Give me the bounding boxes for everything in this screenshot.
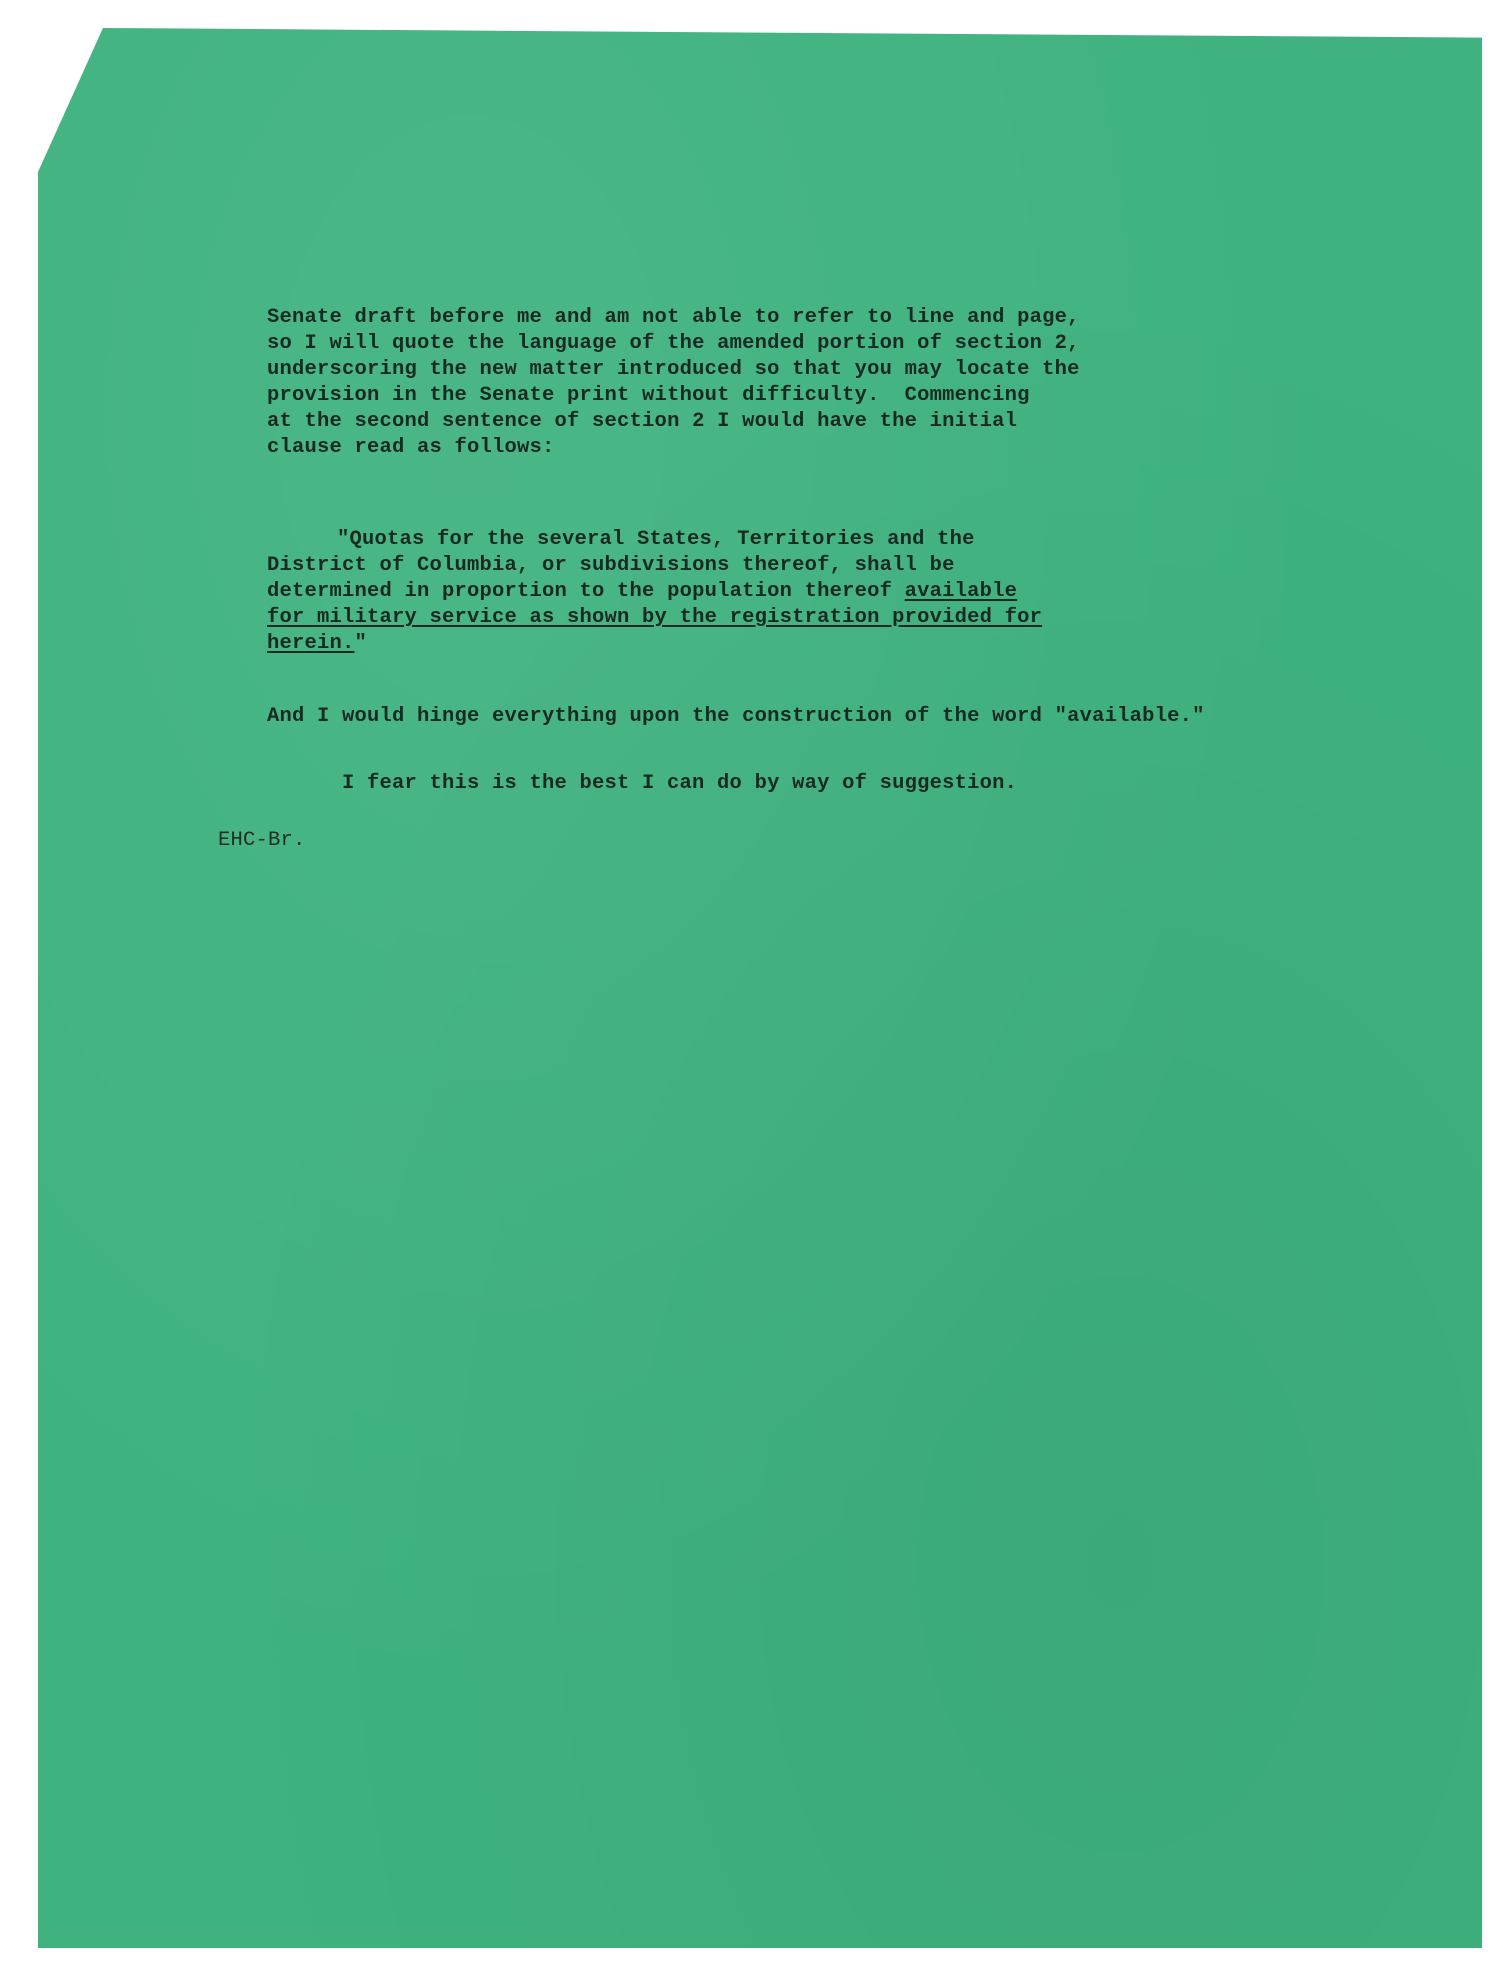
quote-line-4 [267, 607, 1042, 629]
paragraph-1-line-5: at the second sentence of section 2 I would have the initial [267, 410, 1018, 433]
quote-line-3-plain: determined in proportion to the population thereof [267, 580, 905, 603]
quote-line-3 [267, 581, 1017, 603]
paragraph-1-line-6: clause read as follows: [267, 436, 555, 459]
paragraph-2: And I would hinge everything upon the construction of the word "available." [267, 705, 1205, 728]
paragraph-1-line-2: so I will quote the language of the amended portion of section 2, [267, 332, 1080, 355]
paragraph-1-line-4: provision in the Senate print without difficulty. Commencing [267, 384, 1030, 407]
quote-underlined-line-4: for military service as shown by the registration provided for [267, 606, 1043, 629]
quote-underlined-herein: herein. [267, 632, 355, 655]
quote-line-1: "Quotas for the several States, Territories and the [337, 528, 975, 551]
reference-initials: EHC-Br. [218, 829, 306, 852]
quote-closing-mark: " [354, 632, 368, 655]
paragraph-3: I fear this is the best I can do by way of suggestion. [342, 772, 1018, 795]
paragraph-1-line-1: Senate draft before me and am not able to refer to line and page, [267, 306, 1080, 329]
quote-line-2: District of Columbia, or subdivisions thereof, shall be [267, 554, 955, 577]
quote-line-5 [267, 633, 367, 655]
paragraph-1-line-3: underscoring the new matter introduced so that you may locate the [267, 358, 1080, 381]
quote-underlined-available: available [904, 580, 1018, 603]
